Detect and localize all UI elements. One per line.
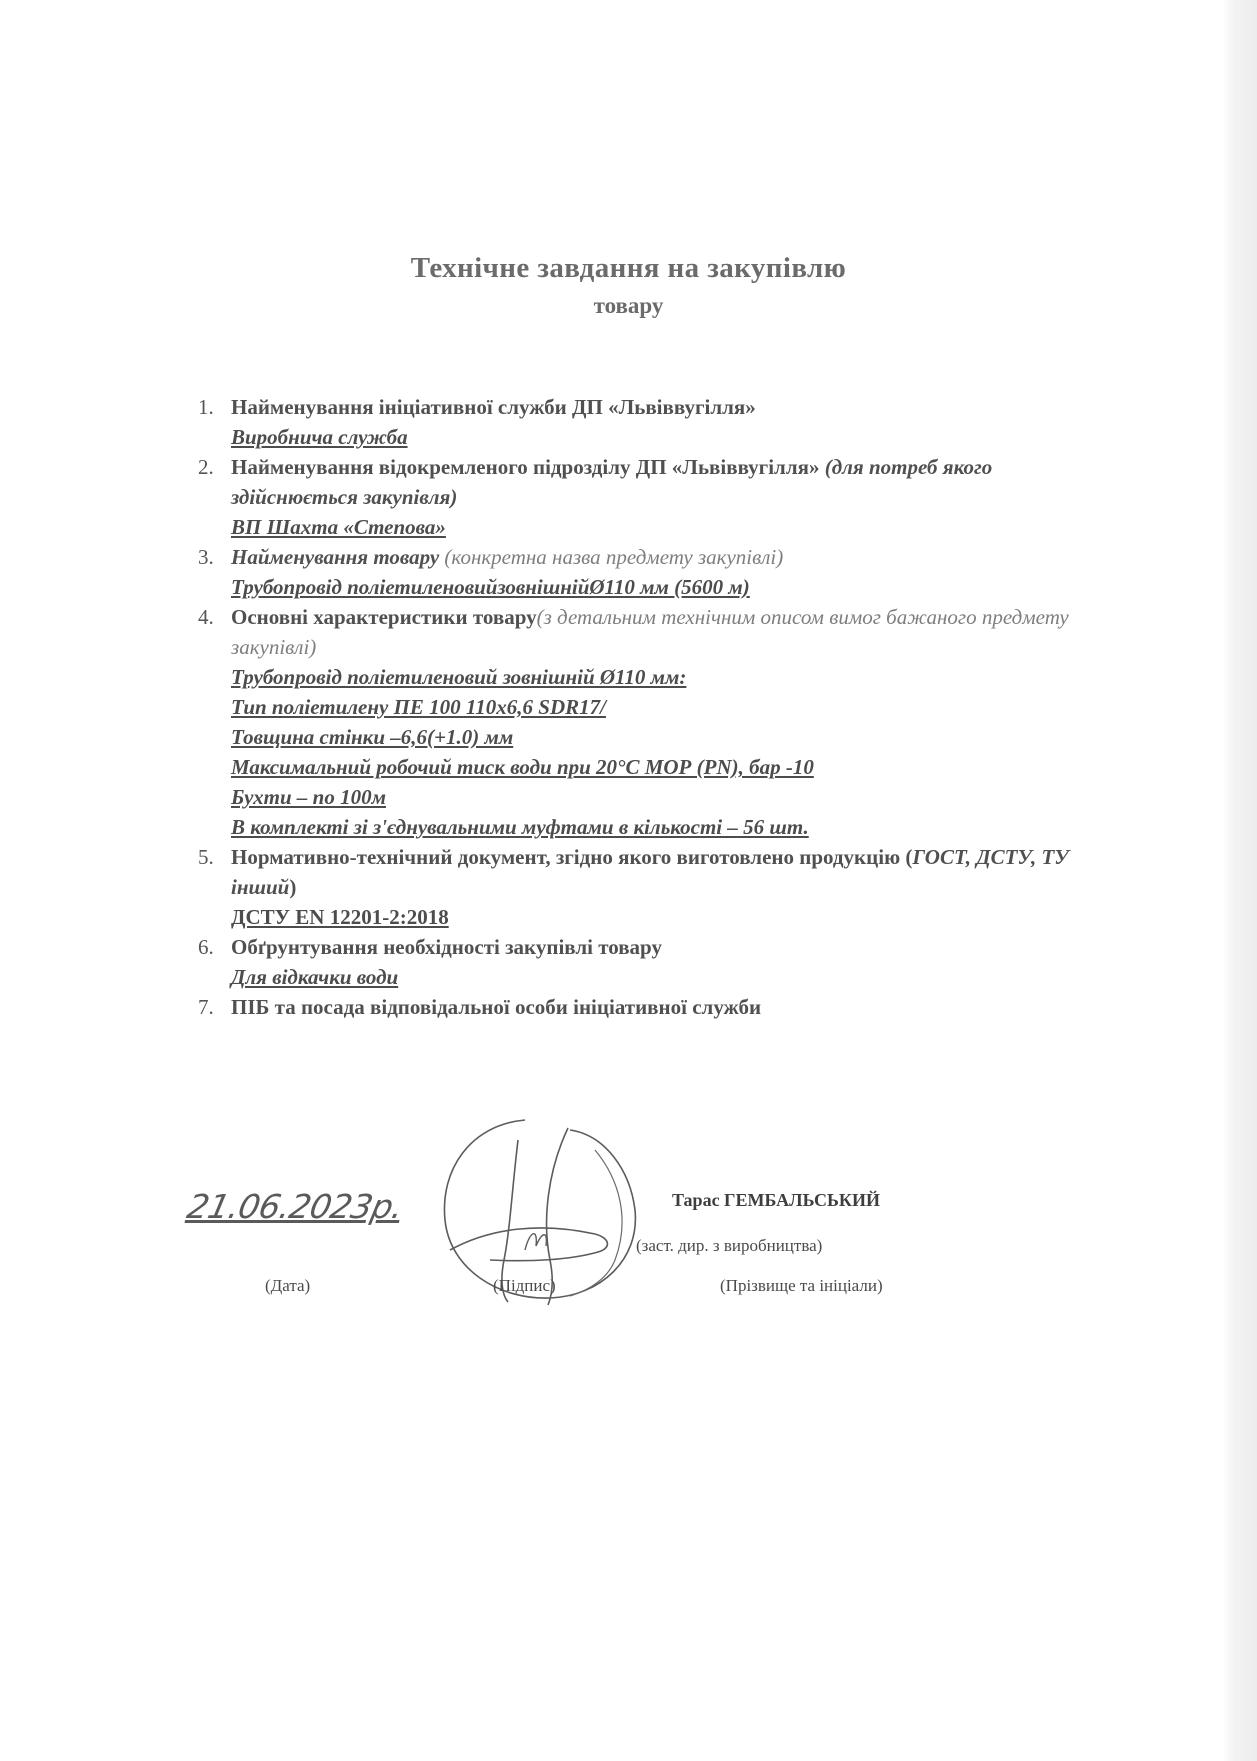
caption-signature: (Підпис): [493, 1276, 556, 1295]
item-note-close: ): [289, 875, 297, 899]
item-label: ПІБ та посада відповідальної особи ініціативної служби: [231, 995, 762, 1019]
document-title: Технічне завдання на закупівлю: [410, 252, 847, 284]
item-note: (з детальним технічним описом вимог бажаного предмету закупівлі): [231, 605, 1069, 659]
item-label: Основні характеристики товару: [231, 605, 537, 629]
item-answer: Для відкачки води: [231, 965, 399, 989]
spec-line-4: Максимальний робочий тиск води при 20°С МОР (PN), бар -10: [231, 755, 814, 779]
spec-line-6: В комплекті зі з'єднувальними муфтами в кількості – 56 шт.: [231, 815, 809, 839]
list-item-7: [198, 992, 1098, 1022]
item-note: (конкретна назва предмету закупівлі): [444, 545, 784, 569]
item-number: 5.: [198, 845, 214, 869]
document-title-line2: товару: [593, 293, 664, 318]
item-label: Найменування відокремленого підрозділу ДП «Львіввугілля»: [231, 455, 820, 479]
caption-name: (Прізвище та ініціали): [720, 1276, 883, 1295]
item-answer: ДСТУ EN 12201-2:2018: [231, 905, 449, 929]
item-answer: Трубопровід поліетиленовийзовнішнійØ110 мм (5600 м): [231, 575, 750, 599]
item-number: 6.: [198, 935, 214, 959]
item-label: Обґрунтування необхідності закупівлі товару: [231, 935, 662, 959]
requirements-list: [198, 392, 1098, 1022]
handwritten-date: 21.06.2023р.: [183, 1187, 407, 1226]
item-label: Найменування ініціативної служби ДП «Львіввугілля»: [231, 395, 756, 419]
item-note: (для потреб якого здійснюється закупівля): [231, 455, 993, 509]
item-number: 7.: [198, 995, 214, 1019]
item-label: Нормативно-технічний документ, згідно якого виготовлено продукцію: [231, 845, 901, 869]
list-item-1: [198, 392, 1098, 452]
item-number: 1.: [198, 395, 214, 419]
item-answer: ВП Шахта «Степова»: [231, 515, 446, 539]
spec-line-5: Бухти – по 100м: [231, 785, 386, 809]
item-note: ГОСТ, ДСТУ, ТУ інший: [231, 845, 1069, 899]
caption-date: (Дата): [265, 1276, 311, 1295]
spec-line-2: Тип поліетилену ПЕ 100 110х6,6 SDR17/: [231, 695, 606, 719]
spec-line-3: Товщина стінки –6,6(+1.0) мм: [231, 725, 514, 749]
list-item-5: [198, 842, 1098, 932]
item-number: 2.: [198, 455, 214, 479]
list-item-6: [198, 932, 1098, 992]
item-number: 4.: [198, 605, 214, 629]
item-number: 3.: [198, 545, 214, 569]
item-note-open: (: [905, 845, 913, 869]
signer-name: Тарас ГЕМБАЛЬСЬКИЙ: [672, 1190, 880, 1210]
item-label: Найменування товару: [231, 545, 440, 569]
spec-line-1: Трубопровід поліетиленовий зовнішній Ø110 мм:: [231, 665, 687, 689]
list-item-2: [198, 452, 1098, 542]
item-answer: Виробнича служба: [231, 425, 408, 449]
list-item-3: [198, 542, 1098, 602]
list-item-4: [198, 602, 1098, 842]
signer-position: (заст. дир. з виробництва): [636, 1236, 823, 1255]
